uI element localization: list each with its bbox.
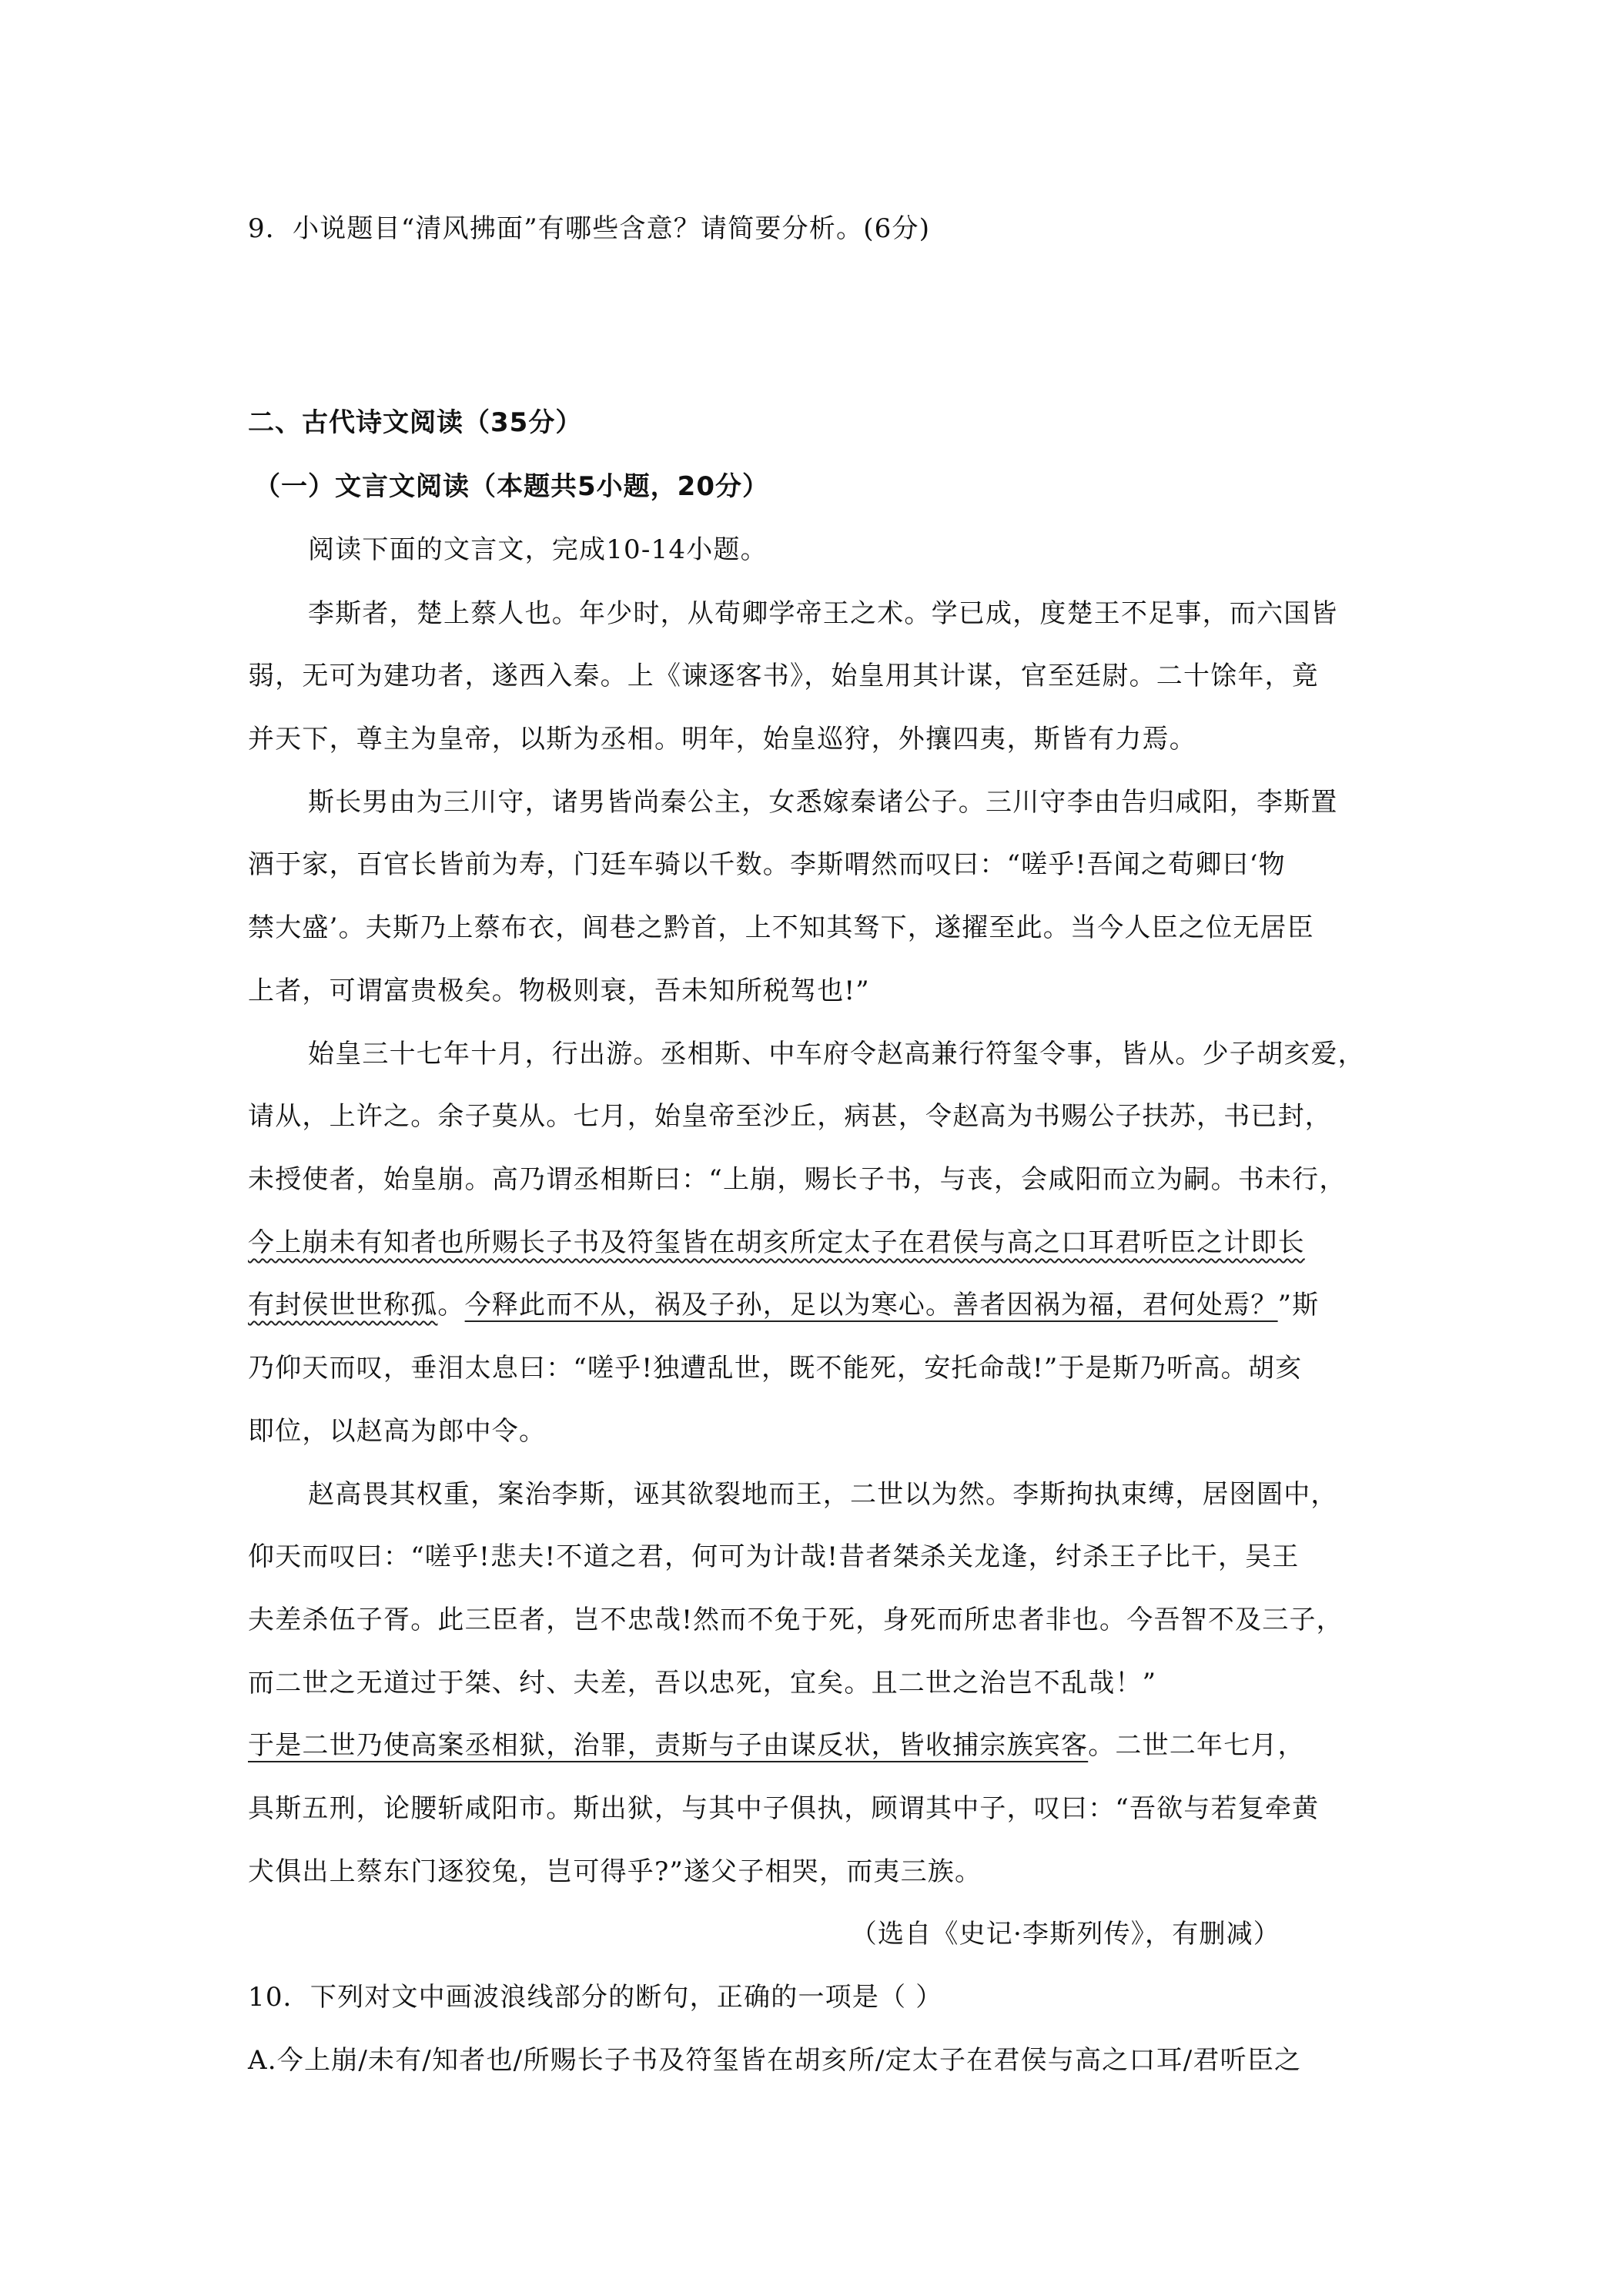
passage-p4-line-1: 赵高畏其权重，案治李斯，诬其欲裂地而王，二世以为然。李斯拘执束缚，居囹圄中， <box>308 1479 1338 1510</box>
reading-instruction: 阅读下面的文言文，完成10-14小题。 <box>308 534 768 565</box>
passage-p2-line-1: 斯长男由为三川守，诸男皆尚秦公主，女悉嫁秦诸公子。三川守李由告归咸阳，李斯置 <box>308 787 1338 818</box>
passage-p1-line-2: 弱，无可为建功者，遂西入秦。上《谏逐客书》，始皇用其计谋，官至廷尉。二十馀年，竟 <box>248 661 1319 691</box>
passage-p4-line-4: 而二世之无道过于桀、纣、夫差，吾以忠死，宜矣。且二世之治岂不乱哉！” <box>248 1668 1157 1699</box>
passage-p3-line-6: 乃仰天而叹，垂泪太息曰：“嗟乎!独遭乱世，既不能死，安托命哉!”于是斯乃听高。胡亥 <box>248 1353 1303 1384</box>
passage-p4-line-3: 夫差杀伍子胥。此三臣者，岂不忠哉!然而不免于死，身死而所忠者非也。今吾智不及三子， <box>248 1605 1344 1635</box>
line-tail: ”斯 <box>1277 1290 1320 1320</box>
underlined-sentence: 今释此而不从，祸及子孙，足以为寒心。善者因祸为福，君何处焉？ <box>464 1290 1278 1320</box>
passage-p2-line-4: 上者，可谓富贵极矣。物极则衰，吾未知所税驾也!” <box>248 976 870 1006</box>
underlined-sentence-2: 于是二世乃使高案丞相狱，治罪，责斯与子由谋反状，皆收捕宗族宾客 <box>248 1730 1089 1761</box>
passage-p5-line-3: 犬俱出上蔡东门逐狡兔，岂可得乎?”遂父子相哭，而夷三族。 <box>248 1856 982 1887</box>
passage-p5-line-2: 具斯五刑，论腰斩咸阳市。斯出狱，与其中子俱执，顾谓其中子，叹曰：“吾欲与若复牵黄 <box>248 1793 1320 1824</box>
subsection-1-title: （一）文言文阅读（本题共5小题，20分） <box>254 471 769 502</box>
passage-p4-line-2: 仰天而叹曰：“嗟乎!悲夫!不道之君，何可为计哉!昔者桀杀关龙逢，纣杀王子比干，吴王 <box>248 1541 1300 1572</box>
question-10-option-a: A.今上崩/未有/知者也/所赐长子书及符玺皆在胡亥所/定太子在君侯与高之口耳/君听臣之 <box>248 2045 1302 2076</box>
line-tail: 。二世二年七月， <box>1088 1730 1305 1761</box>
question-9: 9．小说题目“清风拂面”有哪些含意？请简要分析。(6分) <box>248 213 931 244</box>
section-2-title: 二、古代诗文阅读（35分） <box>248 407 583 438</box>
passage-p3-wavy-line: 今上崩未有知者也所赐长子书及符玺皆在胡亥所定太子在君侯与高之口耳君听臣之计即长 <box>248 1227 1305 1258</box>
passage-p3-line-3: 未授使者，始皇崩。高乃谓丞相斯曰：“上崩，赐长子书，与丧，会咸阳而立为嗣。书未行， <box>248 1164 1347 1195</box>
passage-p2-line-3: 禁大盛’。夫斯乃上蔡布衣，闾巷之黔首，上不知其驽下，遂擢至此。当今人臣之位无居臣 <box>248 912 1314 943</box>
passage-p3-line-2: 请从，上许之。余子莫从。七月，始皇帝至沙丘，病甚，令赵高为书赐公子扶苏，书已封， <box>248 1101 1332 1132</box>
wavy-underlined-phrase: 有封侯世世称孤 <box>248 1290 438 1320</box>
passage-p3-line-5 <box>248 1288 1319 1322</box>
passage-p3-line-1: 始皇三十七年十月，行出游。丞相斯、中车府令赵高兼行符玺令事，皆从。少子胡亥爱， <box>308 1039 1365 1069</box>
punctuation: 。 <box>437 1290 465 1320</box>
question-10: 10．下列对文中画波浪线部分的断句，正确的一项是（ ） <box>248 1982 943 2013</box>
passage-p1-line-3: 并天下，尊主为皇帝，以斯为丞相。明年，始皇巡狩，外攘四夷，斯皆有力焉。 <box>248 724 1196 755</box>
passage-source: （选自《史记·李斯列传》，有删减） <box>850 1919 1280 1950</box>
passage-p1-line-1: 李斯者，楚上蔡人也。年少时，从荀卿学帝王之术。学已成，度楚王不足事，而六国皆 <box>308 598 1338 629</box>
passage-p3-line-7: 即位，以赵高为郎中令。 <box>248 1416 547 1447</box>
passage-p2-line-2: 酒于家，百官长皆前为寿，门廷车骑以千数。李斯喟然而叹曰：“嗟乎!吾闻之荀卿曰‘物 <box>248 849 1286 880</box>
passage-p5-line-1 <box>248 1729 1305 1762</box>
